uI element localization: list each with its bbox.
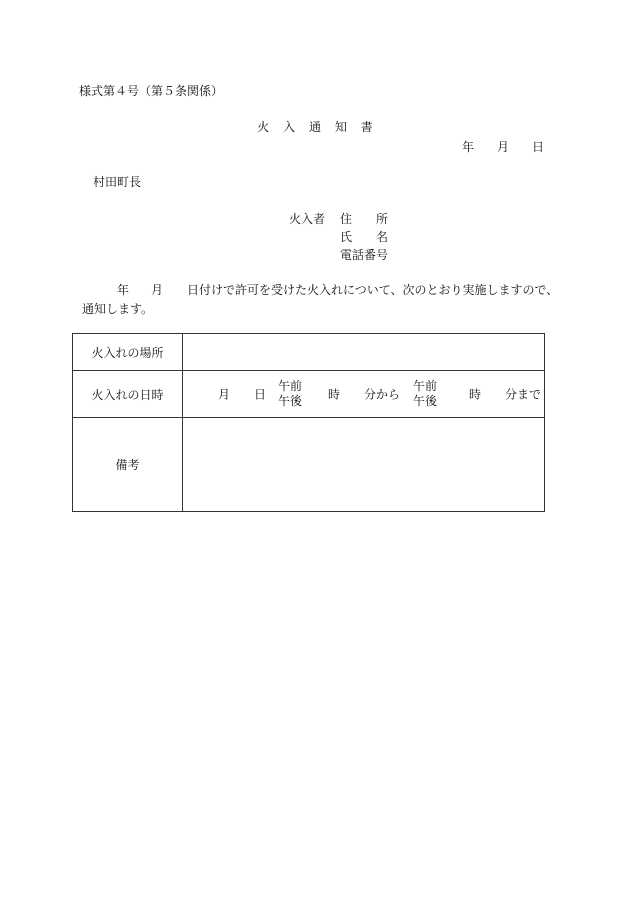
dt-month: 月 xyxy=(218,387,231,402)
applicant-label: 火入者 xyxy=(289,212,326,226)
title-char: 書 xyxy=(360,120,373,134)
document-title xyxy=(0,118,630,135)
place-label: 火入れの場所 xyxy=(73,334,183,371)
remarks-value[interactable] xyxy=(183,418,545,512)
date-day: 日 xyxy=(532,140,545,154)
body-year: 年 xyxy=(117,283,130,297)
address-label: 住 所 xyxy=(340,212,389,226)
title-char: 火 xyxy=(257,120,270,134)
title-char: 知 xyxy=(334,120,347,134)
date-year: 年 xyxy=(462,140,475,154)
place-value[interactable] xyxy=(183,334,545,371)
title-char: 入 xyxy=(283,120,296,134)
remarks-row xyxy=(73,418,545,512)
name-label: 氏 名 xyxy=(340,230,389,244)
datetime-row xyxy=(73,371,545,418)
dt-from: 分から xyxy=(364,387,401,402)
dt-day: 日 xyxy=(254,387,267,402)
dt-am-2: 午前 xyxy=(413,379,438,393)
dt-ampm-1 xyxy=(278,379,302,409)
remarks-label: 備考 xyxy=(73,418,183,512)
title-char: 通 xyxy=(308,120,321,134)
datetime-value[interactable] xyxy=(183,371,545,418)
dt-hour-1: 時 xyxy=(328,387,341,402)
dt-am-1: 午前 xyxy=(278,379,303,393)
dt-ampm-2 xyxy=(413,379,437,409)
body-month: 月 xyxy=(151,283,164,297)
dt-until: 分まで xyxy=(505,387,542,402)
place-row xyxy=(73,334,545,371)
dt-pm-2: 午後 xyxy=(413,394,438,408)
addressee: 村田町長 xyxy=(93,175,142,189)
form-number: 様式第４号（第５条関係） xyxy=(79,84,224,98)
dt-pm-1: 午後 xyxy=(278,394,303,408)
datetime-label: 火入れの日時 xyxy=(73,371,183,418)
body-text-line2: 通知します。 xyxy=(82,302,154,316)
body-text-line1: 日付けで許可を受けた火入れについて、次のとおり実施しますので、 xyxy=(187,283,559,297)
date-month: 月 xyxy=(497,140,510,154)
phone-label: 電話番号 xyxy=(340,248,389,262)
dt-hour-2: 時 xyxy=(469,387,482,402)
notice-table xyxy=(72,333,545,512)
